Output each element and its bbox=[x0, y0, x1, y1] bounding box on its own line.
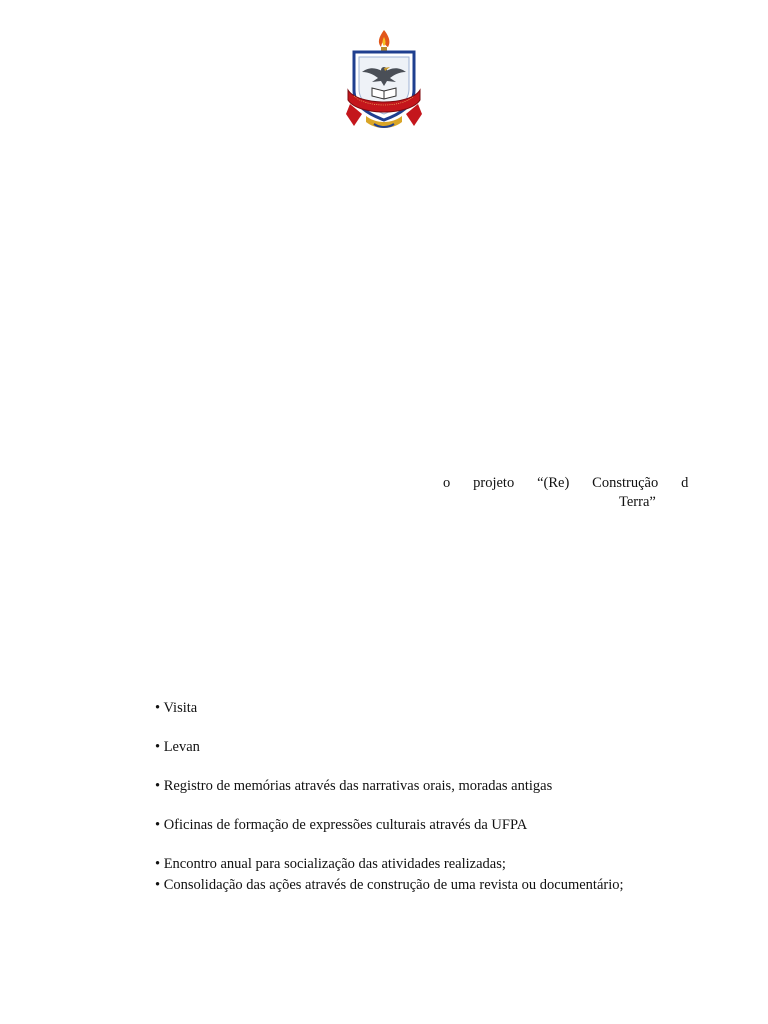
project-title-fragment-line2: Terra” bbox=[619, 494, 656, 510]
list-item: • Encontro anual para socialização das atividades realizadas; bbox=[155, 856, 506, 872]
activity-list bbox=[155, 699, 715, 894]
list-item: • Visita bbox=[155, 700, 198, 716]
list-item: • Registro de memórias através das narrativas orais, moradas antigas bbox=[155, 778, 553, 794]
university-crest-icon bbox=[344, 28, 424, 132]
list-item: • Levan bbox=[155, 739, 200, 755]
list-item: • Consolidação das ações através de construção de uma revista ou documentário; bbox=[155, 877, 624, 893]
project-title-fragment-line1: o projeto “(Re) Construção d bbox=[443, 475, 689, 491]
list-item: • Oficinas de formação de expressões culturais através da UFPA bbox=[155, 817, 528, 833]
